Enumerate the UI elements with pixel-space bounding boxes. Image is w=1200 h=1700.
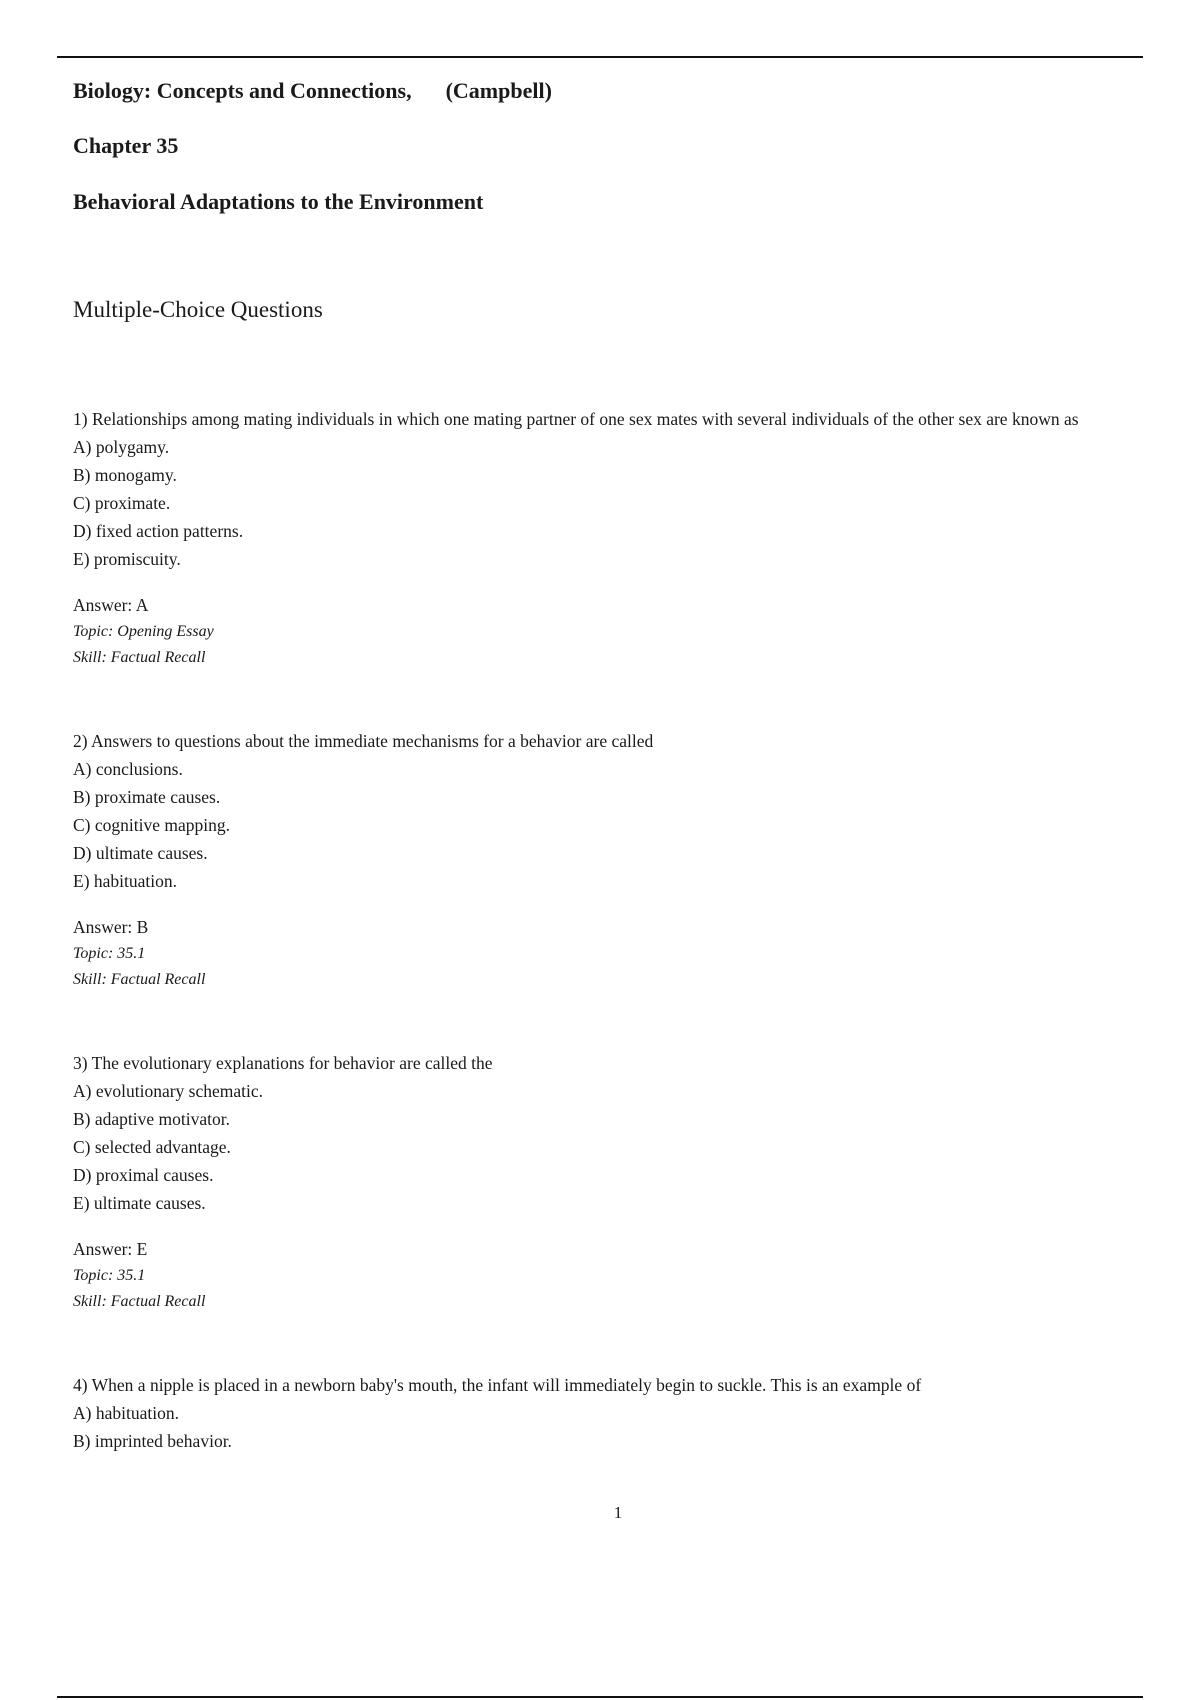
question-stem: 4) When a nipple is placed in a newborn baby's mouth, the infant will immediately begin to suckle. This is an example of — [73, 1375, 922, 1396]
question-2 — [73, 727, 1153, 993]
skill-line: Skill: Factual Recall — [73, 649, 206, 667]
option-c: C) cognitive mapping. — [73, 815, 230, 836]
question-3 — [73, 1049, 1153, 1315]
page-number: 1 — [613, 1503, 623, 1522]
topic-line: Topic: 35.1 — [73, 945, 146, 963]
answer-line: Answer: B — [73, 917, 149, 938]
option-a: A) conclusions. — [73, 759, 183, 780]
book-title: Biology: Concepts and Connections, — [73, 78, 412, 103]
option-b: B) monogamy. — [73, 465, 177, 486]
option-e: E) ultimate causes. — [73, 1193, 206, 1214]
answer-line: Answer: A — [73, 595, 149, 616]
option-e: E) promiscuity. — [73, 549, 181, 570]
book-title-line — [73, 78, 1153, 104]
option-e: E) habituation. — [73, 871, 178, 892]
answer-line: Answer: E — [73, 1239, 148, 1260]
chapter-title: Behavioral Adaptations to the Environment — [73, 188, 484, 214]
bottom-rule — [57, 1696, 1143, 1698]
question-stem: 1) Relationships among mating individuals in which one mating partner of one sex mates with several individuals of the other sex are known as — [73, 409, 1079, 430]
section-title: Multiple-Choice Questions — [73, 297, 323, 323]
option-a: A) habituation. — [73, 1403, 179, 1424]
skill-line: Skill: Factual Recall — [73, 971, 206, 989]
question-stem: 2) Answers to questions about the immediate mechanisms for a behavior are called — [73, 731, 654, 752]
option-b: B) adaptive motivator. — [73, 1109, 230, 1130]
option-c: C) proximate. — [73, 493, 171, 514]
option-b: B) imprinted behavior. — [73, 1431, 232, 1452]
skill-line: Skill: Factual Recall — [73, 1293, 206, 1311]
option-c: C) selected advantage. — [73, 1137, 231, 1158]
option-b: B) proximate causes. — [73, 787, 221, 808]
document-body — [73, 74, 1153, 1455]
topic-line: Topic: 35.1 — [73, 1267, 146, 1285]
chapter-number: Chapter 35 — [73, 133, 179, 159]
top-rule — [57, 56, 1143, 58]
option-d: D) ultimate causes. — [73, 843, 208, 864]
topic-line: Topic: Opening Essay — [73, 623, 214, 641]
option-d: D) proximal causes. — [73, 1165, 214, 1186]
book-author: (Campbell) — [445, 78, 552, 103]
option-a: A) polygamy. — [73, 437, 170, 458]
question-1 — [73, 405, 1153, 671]
option-d: D) fixed action patterns. — [73, 521, 244, 542]
question-4 — [73, 1371, 1153, 1455]
question-stem: 3) The evolutionary explanations for behavior are called the — [73, 1053, 493, 1074]
option-a: A) evolutionary schematic. — [73, 1081, 264, 1102]
